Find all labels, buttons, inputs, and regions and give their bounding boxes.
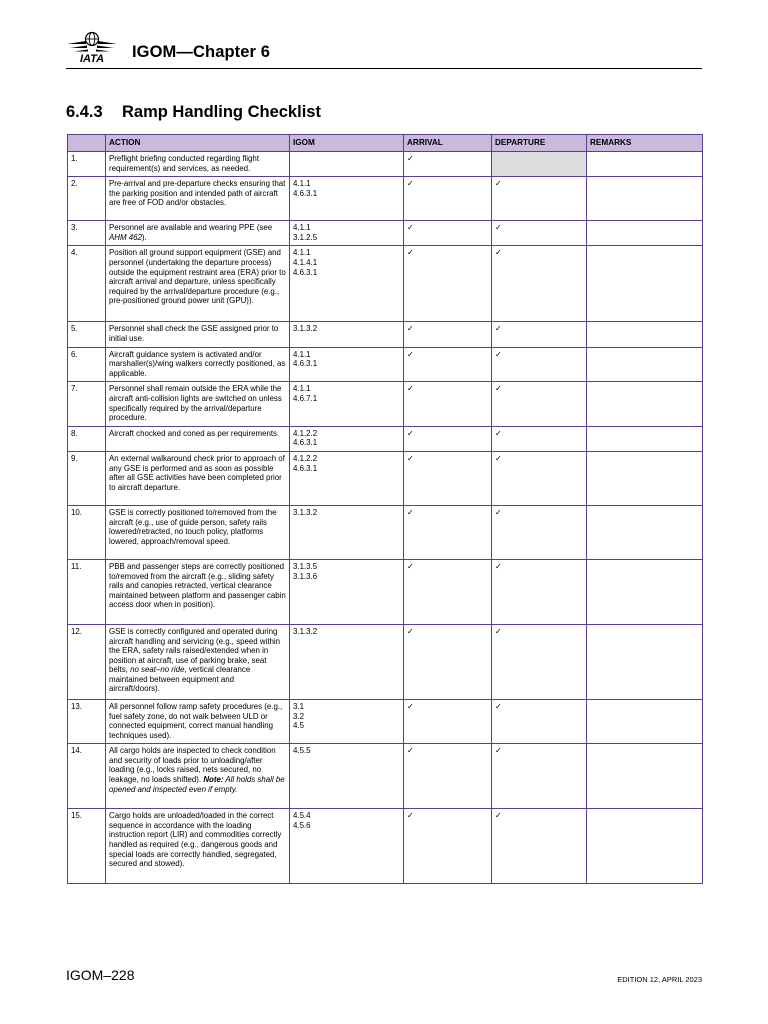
- remarks-cell: [587, 347, 703, 382]
- igom-reference-cell: [290, 152, 404, 177]
- action-text: Personnel are available and wearing PPE (see: [109, 223, 273, 233]
- remarks-cell: [587, 809, 703, 884]
- row-number: 1.: [68, 152, 106, 177]
- departure-check: ✓: [492, 744, 587, 809]
- table-row: [68, 699, 703, 743]
- igom-reference-cell: 4.1.1 4.6.3.1: [290, 177, 404, 221]
- action-text: An external walkaround check prior to approach of any GSE is performed and as soon as possible after all GSE activities have been completed prior to aircraft departure.: [109, 453, 285, 492]
- section-title: Ramp Handling Checklist: [122, 103, 321, 121]
- row-number: 11.: [68, 559, 106, 624]
- row-number: 14.: [68, 744, 106, 809]
- action-text: Aircraft guidance system is activated and/or marshaller(s)/wing walkers correctly positioned, as applicable.: [109, 349, 286, 378]
- action-reference: AHM 462: [109, 232, 142, 242]
- remarks-cell: [587, 382, 703, 426]
- arrival-check: ✓: [404, 177, 492, 221]
- column-header-remarks: REMARKS: [587, 135, 703, 152]
- column-header-igom: IGOM: [290, 135, 404, 152]
- header-divider: [66, 68, 702, 69]
- note-text: All holds shall be opened and inspected even if empty.: [109, 775, 285, 794]
- action-cell: [106, 699, 290, 743]
- table-row: [68, 426, 703, 451]
- action-text: All cargo holds are inspected to check condition and security of loads prior to unloading/after loading (e.g., locks raised, nets secured, no leakage, no loads shifted).: [109, 746, 276, 785]
- action-reference: no seat–no ride: [130, 665, 185, 675]
- action-text: GSE is correctly positioned to/removed from the aircraft (e.g., use of guide person, safety rails lowered/retracted, no touch policy, platforms lowered, approach/removal speed.: [109, 507, 277, 546]
- arrival-check: ✓: [404, 505, 492, 559]
- iata-logo: [66, 30, 118, 64]
- remarks-cell: [587, 451, 703, 505]
- departure-check: ✓: [492, 624, 587, 699]
- table-row: [68, 177, 703, 221]
- remarks-cell: [587, 559, 703, 624]
- row-number: 15.: [68, 809, 106, 884]
- action-text-end: , vertical clearance maintained between equipment and aircraft/doors).: [109, 665, 251, 694]
- departure-check: ✓: [492, 451, 587, 505]
- igom-reference-cell: 3.1.3.5 3.1.3.6: [290, 559, 404, 624]
- departure-check: ✓: [492, 221, 587, 246]
- action-cell: [106, 505, 290, 559]
- remarks-cell: [587, 152, 703, 177]
- row-number: 5.: [68, 322, 106, 347]
- remarks-cell: [587, 246, 703, 322]
- action-text: Position all ground support equipment (GSE) and personnel (undertaking the departure process) outside the equipment restraint area (ERA) prior to aircraft arrival and departure, unless specifically required by the arrival/departure procedure (e.g., pre-positioned ground power unit (GPU)).: [109, 248, 286, 306]
- departure-check: ✓: [492, 322, 587, 347]
- action-text-end: ).: [141, 232, 147, 242]
- igom-reference-cell: 3.1.3.2: [290, 505, 404, 559]
- arrival-check: ✓: [404, 152, 492, 177]
- remarks-cell: [587, 505, 703, 559]
- row-number: 8.: [68, 426, 106, 451]
- departure-check: ✓: [492, 246, 587, 322]
- action-text: Preflight briefing conducted regarding flight requirement(s) and services, as needed.: [109, 154, 260, 173]
- table-row: [68, 347, 703, 382]
- table-row: [68, 809, 703, 884]
- departure-check: ✓: [492, 505, 587, 559]
- igom-reference-cell: 4.1.1 3.1.2.5: [290, 221, 404, 246]
- departure-check: [492, 152, 587, 177]
- arrival-check: ✓: [404, 347, 492, 382]
- row-number: 2.: [68, 177, 106, 221]
- action-text: GSE is correctly configured and operated during aircraft handling and servicing (e.g., speed within the ERA, safety rails raised/extended when in position at aircraft, use of parking brake, seat belts,: [109, 626, 281, 675]
- page-number: IGOM–228: [66, 967, 135, 983]
- column-header-arrival: ARRIVAL: [404, 135, 492, 152]
- arrival-check: ✓: [404, 246, 492, 322]
- action-cell: [106, 177, 290, 221]
- arrival-check: ✓: [404, 744, 492, 809]
- departure-check: ✓: [492, 426, 587, 451]
- departure-check: ✓: [492, 382, 587, 426]
- departure-check: ✓: [492, 177, 587, 221]
- row-number: 6.: [68, 347, 106, 382]
- table-row: [68, 152, 703, 177]
- arrival-check: ✓: [404, 624, 492, 699]
- page-header: [66, 30, 702, 68]
- arrival-check: ✓: [404, 382, 492, 426]
- igom-reference-cell: 4.5.4 4.5.6: [290, 809, 404, 884]
- action-cell: [106, 559, 290, 624]
- action-text: Cargo holds are unloaded/loaded in the correct sequence in accordance with the loading instruction report (LIR) and commodities correctly handled as required (e.g., dangerous goods and special loads are correctly handled, segregated, secured and stowed).: [109, 811, 282, 869]
- arrival-check: ✓: [404, 809, 492, 884]
- row-number: 12.: [68, 624, 106, 699]
- table-row: [68, 559, 703, 624]
- table-row: [68, 221, 703, 246]
- igom-reference-cell: 4.1.1 4.6.7.1: [290, 382, 404, 426]
- action-cell: [106, 382, 290, 426]
- logo-wordmark: IATA: [79, 53, 105, 64]
- section-number: 6.4.3: [66, 103, 103, 121]
- action-cell: [106, 221, 290, 246]
- remarks-cell: [587, 322, 703, 347]
- action-cell: [106, 809, 290, 884]
- igom-reference-cell: 3.1 3.2 4.5: [290, 699, 404, 743]
- action-text: Aircraft chocked and coned as per requirements.: [109, 428, 280, 438]
- row-number: 4.: [68, 246, 106, 322]
- edition-label: EDITION 12, APRIL 2023: [617, 975, 702, 984]
- action-text: Personnel shall check the GSE assigned prior to initial use.: [109, 324, 279, 343]
- table-row: [68, 744, 703, 809]
- action-text: Pre-arrival and pre-departure checks ensuring that the parking position and intended path of aircraft are free of FOD and/or obstacles.: [109, 179, 286, 208]
- arrival-check: ✓: [404, 451, 492, 505]
- igom-reference-cell: 4.1.1 4.6.3.1: [290, 347, 404, 382]
- action-text: All personnel follow ramp safety procedures (e.g., fuel safety zone, do not walk between ULD or connected equipment, correct manual handling techniques used).: [109, 701, 283, 740]
- column-header-departure: DEPARTURE: [492, 135, 587, 152]
- action-cell: [106, 152, 290, 177]
- note-label: Note:: [203, 775, 224, 785]
- section-heading: [66, 103, 321, 122]
- igom-reference-cell: 4.1.2.2 4.6.3.1: [290, 451, 404, 505]
- table-row: [68, 322, 703, 347]
- row-number: 7.: [68, 382, 106, 426]
- action-cell: [106, 246, 290, 322]
- igom-reference-cell: 4.5.5: [290, 744, 404, 809]
- column-header-number: [68, 135, 106, 152]
- table-row: [68, 624, 703, 699]
- arrival-check: ✓: [404, 221, 492, 246]
- table-row: [68, 382, 703, 426]
- igom-reference-cell: 3.1.3.2: [290, 624, 404, 699]
- table-row: [68, 246, 703, 322]
- row-number: 10.: [68, 505, 106, 559]
- remarks-cell: [587, 221, 703, 246]
- remarks-cell: [587, 744, 703, 809]
- departure-check: ✓: [492, 559, 587, 624]
- arrival-check: ✓: [404, 322, 492, 347]
- row-number: 3.: [68, 221, 106, 246]
- igom-reference-cell: 4.1.2.2 4.6.3.1: [290, 426, 404, 451]
- remarks-cell: [587, 699, 703, 743]
- table-row: [68, 451, 703, 505]
- row-number: 9.: [68, 451, 106, 505]
- action-cell: [106, 426, 290, 451]
- departure-check: ✓: [492, 347, 587, 382]
- action-cell: [106, 451, 290, 505]
- action-cell: [106, 744, 290, 809]
- arrival-check: ✓: [404, 699, 492, 743]
- table-header-row: [68, 135, 703, 152]
- row-number: 13.: [68, 699, 106, 743]
- igom-reference-cell: 4.1.1 4.1.4.1 4.6.3.1: [290, 246, 404, 322]
- arrival-check: ✓: [404, 559, 492, 624]
- departure-check: ✓: [492, 699, 587, 743]
- action-cell: [106, 322, 290, 347]
- chapter-title: IGOM—Chapter 6: [132, 43, 271, 61]
- igom-reference-cell: 3.1.3.2: [290, 322, 404, 347]
- departure-check: ✓: [492, 809, 587, 884]
- action-text: PBB and passenger steps are correctly positioned to/removed from the aircraft (e.g., sliding safety rails and canopies retracted, vertical clearance maintained between platform and passenger cabin access door when in position).: [109, 561, 286, 610]
- remarks-cell: [587, 426, 703, 451]
- arrival-check: ✓: [404, 426, 492, 451]
- action-cell: [106, 347, 290, 382]
- column-header-action: ACTION: [106, 135, 290, 152]
- action-text: Personnel shall remain outside the ERA while the aircraft anti-collision lights are switched on unless specifically required by the arrival/departure procedure.: [109, 384, 282, 423]
- action-cell: [106, 624, 290, 699]
- remarks-cell: [587, 177, 703, 221]
- ramp-handling-checklist-table: [67, 134, 703, 884]
- table-row: [68, 505, 703, 559]
- remarks-cell: [587, 624, 703, 699]
